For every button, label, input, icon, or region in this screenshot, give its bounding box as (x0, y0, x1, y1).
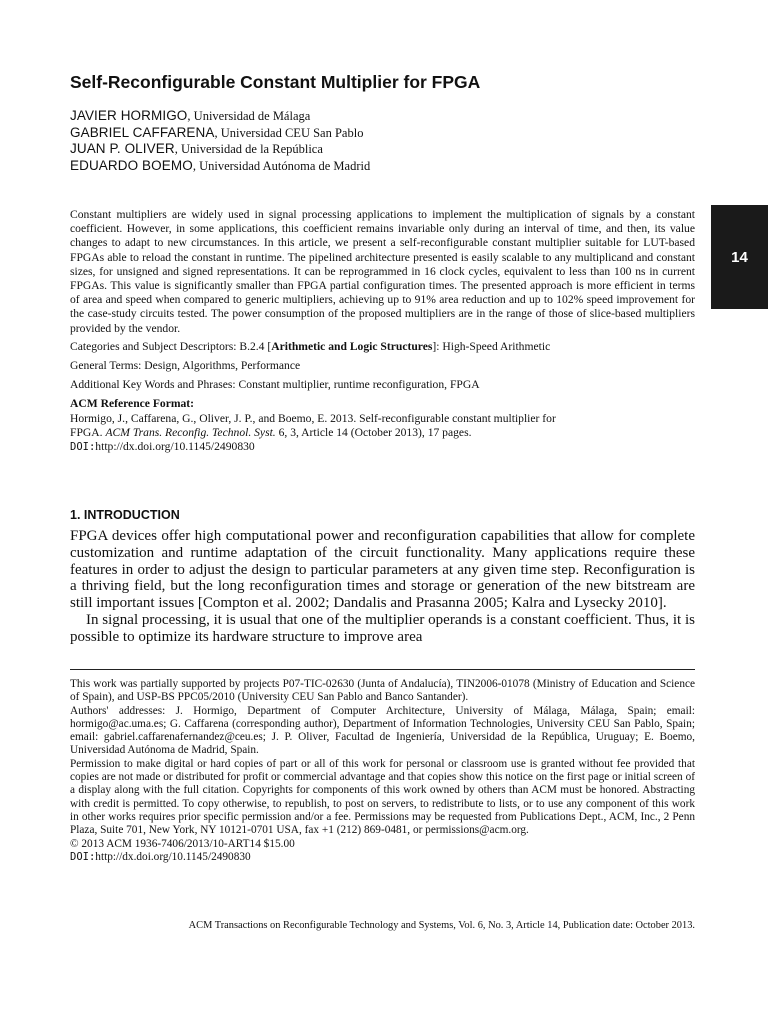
body-text (70, 528, 695, 646)
acm-reference-line (70, 426, 695, 440)
author-affiliation: , Universidad de Málaga (187, 109, 311, 123)
author-affiliation: , Universidad Autónoma de Madrid (192, 158, 371, 173)
author-affiliation: , Universidad CEU San Pablo (214, 125, 364, 140)
author-entry (70, 141, 370, 158)
funding-note: This work was partially supported by projects P07-TIC-02630 (Junta of Andalucía), TIN2006-01078 (Ministry of Education and Science of Spain), and USP-BS PPC05/2010 (University CEU San Pablo and Banco Santander). (70, 678, 695, 704)
paper-title: Self-Reconfigurable Constant Multiplier for FPGA (70, 72, 481, 92)
abstract: Constant multipliers are widely used in signal processing applications to implement the multiplication of signals by a constant coefficient. However, in some applications, this coefficient remains invariable only during an interval of time, and then, its value changes to adapt to new circumstances. In this article, we present a self-reconfigurable constant multiplier suitable for LUT-based FPGAs able to reload the constant in runtime. The pipelined architecture presented is easily scalable to any multiplicand and constant sizes, for unsigned and signed representations. It can be reprogrammed in 16 clock cycles, equivalent to less than 100 ns in current FPGAs. This value is significantly smaller than FPGA partial configuration times. The presented approach is more efficient in terms of area and speed when compared to generic multipliers, achieving up to 91% area reduction and up to 102% speed improvement for the case-study circuits tested. The power consumption of the proposed multipliers are in the range of those of slice-based multipliers provided by the vendor. (70, 208, 695, 335)
author-entry (70, 125, 370, 142)
footnotes (70, 678, 695, 864)
author-entry (70, 158, 370, 175)
acm-reference-line: Hormigo, J., Caffarena, G., Oliver, J. P., and Boemo, E. 2013. Self-reconfigurable constant multiplier for (70, 411, 556, 425)
keywords: Additional Key Words and Phrases: Constant multiplier, runtime reconfiguration, FPGA (70, 378, 480, 392)
acm-reference-format (70, 397, 695, 454)
acm-reference-doi (70, 440, 695, 454)
article-number-tab: 14 (711, 205, 768, 309)
acm-reference-heading: ACM Reference Format: (70, 397, 195, 411)
categories-suffix: ]: High-Speed Arithmetic (432, 339, 551, 353)
categories-prefix: Categories and Subject Descriptors: B.2.4 [ (70, 339, 272, 353)
author-list (70, 108, 370, 174)
doi-label: DOI: (70, 441, 96, 454)
categories-bold: Arithmetic and Logic Structures (271, 339, 433, 353)
footnote-divider (70, 669, 695, 670)
paragraph: FPGA devices offer high computational power and reconfiguration capabilities that allow for complete customization and runtime adaptation of the circuit functionality. Many applications require these features in order to adjust the design to particular parameters at any given time step. Reconfiguration is a thriving field, but the long reconfiguration times and storage or generation of the new bitstream are still important issues [Compton et al. 2002; Dandalis and Prasanna 2005; Kalra and Lysecky 2010]. (70, 528, 695, 612)
author-name: EDUARDO BOEMO (70, 157, 193, 173)
categories-line (70, 340, 695, 354)
acm-reference-prefix: FPGA. (70, 425, 106, 439)
copyright-line: © 2013 ACM 1936-7406/2013/10-ART14 $15.00 (70, 837, 295, 850)
doi-link[interactable]: http://dx.doi.org/10.1145/2490830 (95, 850, 251, 863)
acm-reference-suffix: 6, 3, Article 14 (October 2013), 17 pages. (275, 425, 472, 439)
author-name: GABRIEL CAFFARENA (70, 124, 215, 140)
general-terms: General Terms: Design, Algorithms, Performance (70, 359, 301, 373)
paragraph: In signal processing, it is usual that one of the multiplier operands is a constant coefficient. Thus, it is possible to optimize its hardware structure to improve area (70, 611, 695, 645)
author-affiliation: , Universidad de la República (174, 142, 323, 156)
author-entry (70, 108, 370, 125)
author-name: JAVIER HORMIGO (70, 108, 188, 123)
author-name: JUAN P. OLIVER (70, 141, 175, 156)
authors-addresses: Authors' addresses: J. Hormigo, Department of Computer Architecture, University of Málaga, Málaga, Spain; email: hormigo@ac.uma.es; G. Caffarena (corresponding author), Department of Information Technologies, University CEU San Pablo, Spain; email: gabriel.caffarenafernandez@ceu.es; J. P. Oliver, Facultad de Ingeniería, Universidad de la República, Uruguay; E. Boemo, Universidad Autónoma de Madrid, Spain. (70, 704, 695, 757)
section-heading: 1. INTRODUCTION (70, 508, 180, 522)
doi-link[interactable]: http://dx.doi.org/10.1145/2490830 (95, 440, 255, 454)
permission-notice: Permission to make digital or hard copies of part or all of this work for personal or classroom use is granted without fee provided that copies are not made or distributed for profit or commercial advantage and that copies show this notice on the first page or initial screen of a display along with the full citation. Copyrights for components of this work owned by others than ACM must be honored. Abstracting with credit is permitted. To copy otherwise, to republish, to post on servers, to redistribute to lists, or to use any component of this work in other works requires prior specific permission and/or a fee. Permissions may be requested from Publications Dept., ACM, Inc., 2 Penn Plaza, Suite 701, New York, NY 10121-0701 USA, fax +1 (212) 869-0481, or permissions@acm.org. (70, 757, 695, 837)
doi-label: DOI: (70, 850, 96, 863)
front-matter (70, 208, 695, 454)
running-footer: ACM Transactions on Reconfigurable Technology and Systems, Vol. 6, No. 3, Article 14, Publication date: October 2013. (188, 920, 695, 931)
acm-reference-journal: ACM Trans. Reconfig. Technol. Syst. (105, 425, 276, 439)
footnote-doi (70, 851, 695, 864)
